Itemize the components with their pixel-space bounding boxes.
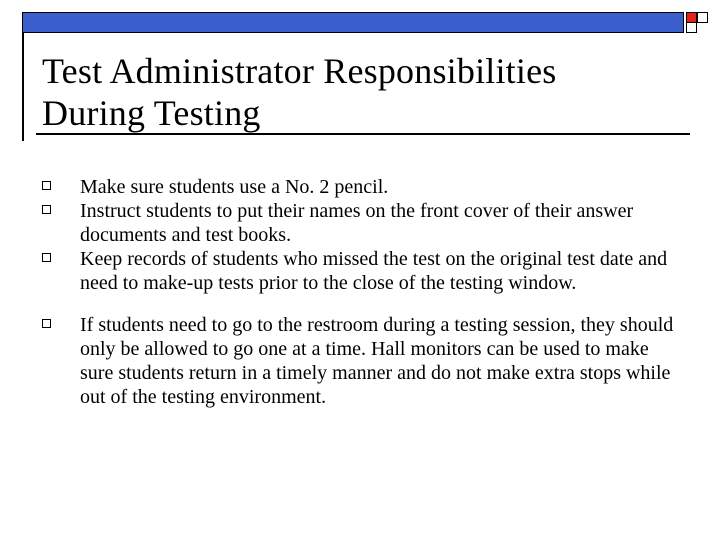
bullet-item xyxy=(42,247,682,295)
bullet-list xyxy=(42,175,682,409)
bullet-item xyxy=(42,175,682,199)
hollow-square-icon xyxy=(42,319,51,328)
bullet-text: If students need to go to the restroom during a testing session, they should only be allowed to go one at a time. Hall monitors can be used to make sure students return in a timely manner and do not make extra stops while out of the testing environment. xyxy=(80,314,674,408)
bullet-text: Make sure students use a No. 2 pencil. xyxy=(80,176,389,198)
white-square-decoration xyxy=(697,12,708,23)
title-line-1: Test Administrator Responsibilities xyxy=(42,51,557,91)
bullet-item xyxy=(42,313,682,409)
title-line-2: During Testing xyxy=(42,93,261,133)
hollow-square-icon xyxy=(42,205,51,214)
bullet-text: Keep records of students who missed the test on the original test date and need to make-up tests prior to the close of the testing window. xyxy=(80,248,668,294)
left-vertical-rule xyxy=(22,33,24,141)
bullet-text: Instruct students to put their names on the front cover of their answer documents and test books. xyxy=(80,200,634,246)
hollow-square-icon xyxy=(42,253,51,262)
top-decorative-bar xyxy=(22,12,684,33)
corner-squares-decoration xyxy=(686,12,708,33)
title-underline xyxy=(36,133,690,135)
bullet-item xyxy=(42,199,682,247)
white-square-decoration xyxy=(686,22,697,33)
slide-title xyxy=(42,50,682,134)
hollow-square-icon xyxy=(42,181,51,190)
